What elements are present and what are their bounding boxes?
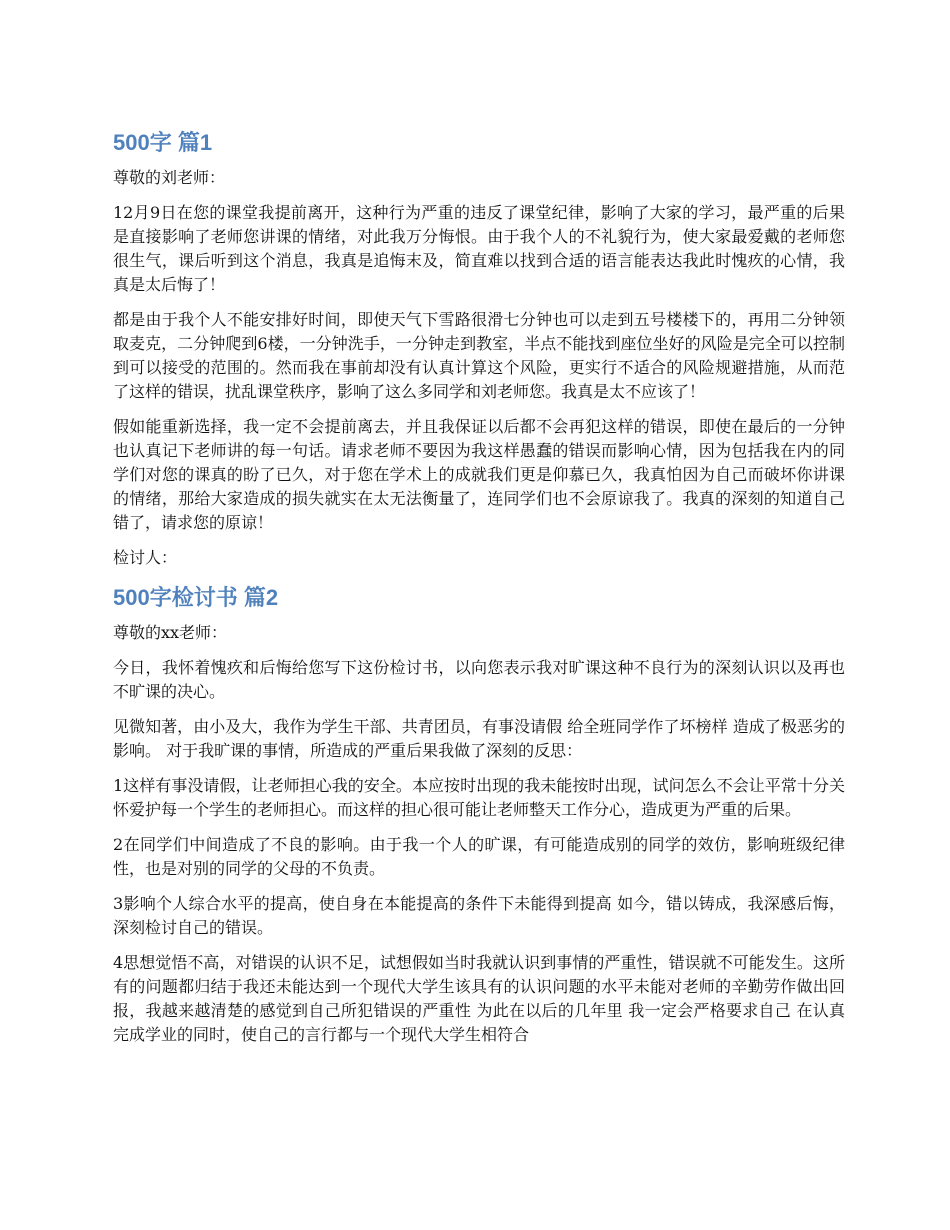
section-title: 500字 篇1 bbox=[113, 130, 213, 155]
paragraph: 1这样有事没请假，让老师担心我的安全。本应按时出现的我未能按时出现，试问怎么不会让平常十分关怀爱护每一个学生的老师担心。而这样的担心很可能让老师整天工作分心，造成更为严重的后果。 bbox=[113, 776, 845, 819]
signature-line: 检讨人： bbox=[113, 548, 178, 567]
paragraph: 见微知著，由小及大，我作为学生干部、共青团员，有事没请假 给全班同学作了坏榜样 造成了极恶劣的影响。 对于我旷课的事情，所造成的严重后果我做了深刻的反思： bbox=[113, 717, 845, 760]
section-1 bbox=[113, 126, 845, 570]
paragraph: 12月9日在您的课堂我提前离开，这种行为严重的违反了课堂纪律，影响了大家的学习，最严重的后果是直接影响了老师您讲课的情绪，对此我万分悔恨。由于我个人的不礼貌行为，使大家最爱戴的老师您很生气，课后听到这个消息，我真是追悔末及，简直难以找到合适的语言能表达我此时愧疚的心情，我真是太后悔了！ bbox=[113, 203, 845, 294]
document-page bbox=[113, 126, 845, 1058]
salutation: 尊敬的xx老师： bbox=[113, 623, 228, 642]
paragraph: 都是由于我个人不能安排好时间，即使天气下雪路很滑七分钟也可以走到五号楼楼下的，再用二分钟领取麦克，二分钟爬到6楼，一分钟洗手，一分钟走到教室，半点不能找到座位坐好的风险是完全可以控制到可以接受的范围的。然而我在事前却没有认真计算这个风险，更实行不适合的风险规避措施，从而范了这样的错误，扰乱课堂秩序，影响了这么多同学和刘老师您。我真是太不应该了！ bbox=[113, 310, 845, 401]
section-title: 500字检讨书 篇2 bbox=[113, 585, 279, 610]
paragraph: 4思想觉悟不高，对错误的认识不足，试想假如当时我就认识到事情的严重性，错误就不可能发生。这所有的问题都归结于我还未能达到一个现代大学生该具有的认识问题的水平未能对老师的辛勤劳作做出回报，我越来越清楚的感觉到自己所犯错误的严重性 为此在以后的几年里 我一定会严格要求自己 在认真完成学业的同时，使自己的言行都与一个现代大学生相符合 bbox=[113, 953, 845, 1044]
paragraph: 今日，我怀着愧疚和后悔给您写下这份检讨书，以向您表示我对旷课这种不良行为的深刻认识以及再也不旷课的决心。 bbox=[113, 658, 845, 701]
section-2 bbox=[113, 581, 845, 1047]
paragraph: 2在同学们中间造成了不良的影响。由于我一个人的旷课，有可能造成别的同学的效仿，影响班级纪律性，也是对别的同学的父母的不负责。 bbox=[113, 835, 845, 878]
salutation: 尊敬的刘老师： bbox=[113, 168, 226, 187]
paragraph: 假如能重新选择，我一定不会提前离去，并且我保证以后都不会再犯这样的错误，即使在最后的一分钟也认真记下老师讲的每一句话。请求老师不要因为我这样愚蠢的错误而影响心情，因为包括我在内的同学们对您的课真的盼了已久，对于您在学术上的成就我们更是仰慕已久，我真怕因为自己而破坏你讲课的情绪，那给大家造成的损失就实在太无法衡量了，连同学们也不会原谅我了。我真的深刻的知道自己错了，请求您的原谅！ bbox=[113, 417, 845, 532]
paragraph: 3影响个人综合水平的提高，使自身在本能提高的条件下未能得到提高 如今，错以铸成，我深感后悔，深刻检讨自己的错误。 bbox=[113, 894, 845, 937]
